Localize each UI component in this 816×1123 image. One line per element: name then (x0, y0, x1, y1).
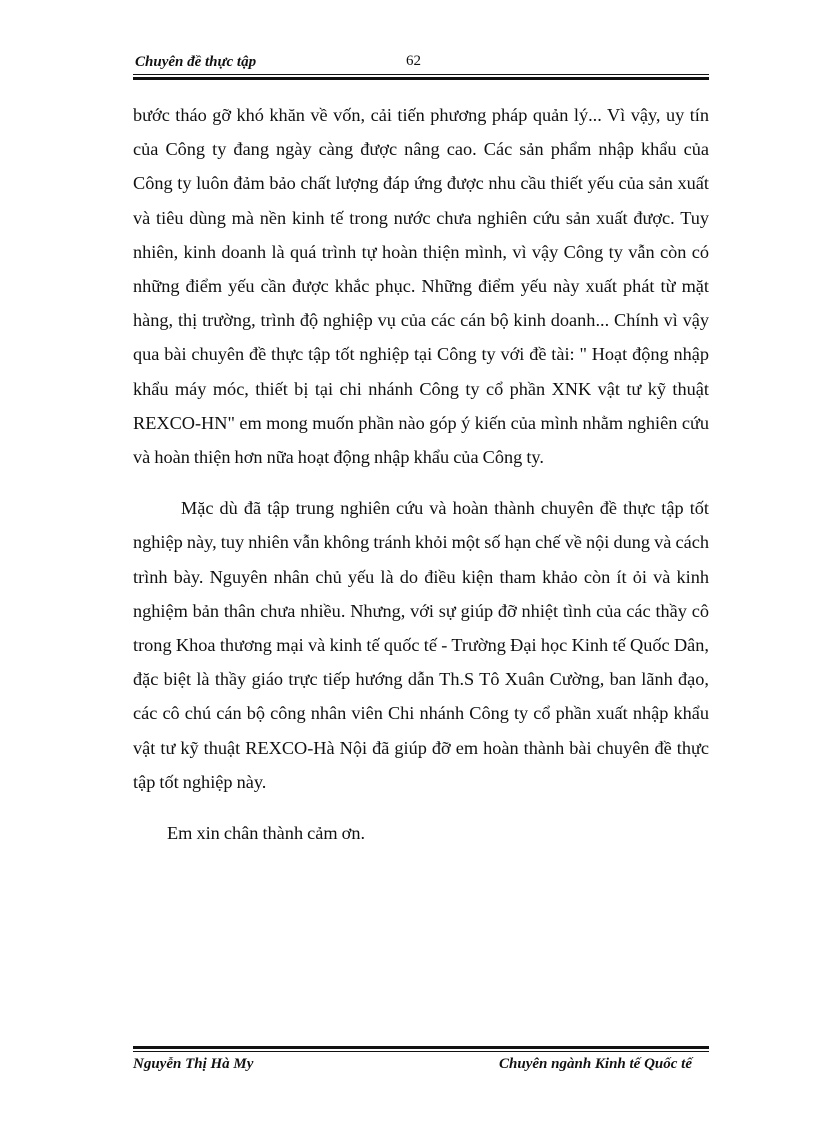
page-number: 62 (406, 53, 421, 69)
paragraph-2: Mặc dù đã tập trung nghiên cứu và hoàn thành chuyên đề thực tập tốt nghiệp này, tuy nhiên vẫn không tránh khỏi một số hạn chế về nội dung và cách trình bày. Nguyên nhân chủ yếu là do điều kiện tham khảo còn ít ỏi và kinh nghiệm bản thân chưa nhiều. Nhưng, với sự giúp đỡ nhiệt tình của các thầy cô trong Khoa thương mại và kinh tế quốc tế - Trường Đại học Kinh tế Quốc Dân, đặc biệt là thầy giáo trực tiếp hướng dẫn Th.S Tô Xuân Cường, ban lãnh đạo, các cô chú cán bộ công nhân viên Chi nhánh Công ty cổ phần xuất nhập khẩu vật tư kỹ thuật REXCO-Hà Nội đã giúp đỡ em hoàn thành bài chuyên đề thực tập tốt nghiệp này. (133, 498, 709, 792)
header-rule-thin (133, 74, 709, 75)
footer-major: Chuyên ngành Kinh tế Quốc tế (499, 1056, 692, 1072)
document-body (133, 98, 709, 850)
closing-line: Em xin chân thành cảm ơn. (167, 823, 366, 844)
footer-rule-thick (133, 1046, 709, 1049)
paragraph-1: bước tháo gỡ khó khăn về vốn, cải tiến phương pháp quản lý... Vì vậy, uy tín của Công ty đang ngày càng được nâng cao. Các sản phẩm nhập khẩu của Công ty luôn đảm bảo chất lượng đáp ứng được nhu cầu thiết yếu của sản xuất và tiêu dùng mà nền kinh tế trong nước chưa nghiên cứu sản xuất được. Tuy nhiên, kinh doanh là quá trình tự hoàn thiện mình, vì vậy Công ty vẫn còn có những điểm yếu cần được khắc phục. Những điểm yếu này xuất phát từ mặt hàng, thị trường, trình độ nghiệp vụ của các cán bộ kinh doanh... Chính vì vậy qua bài chuyên đề thực tập tốt nghiệp tại Công ty với đề tài: " Hoạt động nhập khẩu máy móc, thiết bị tại chi nhánh Công ty cổ phần XNK vật tư kỹ thuật REXCO-HN" em mong muốn phần nào góp ý kiến của mình nhằm nghiên cứu và hoàn thiện hơn nữa hoạt động nhập khẩu của Công ty. (133, 105, 709, 468)
header-title: Chuyên đề thực tập (135, 54, 257, 70)
page-header (133, 50, 709, 76)
footer-author: Nguyễn Thị Hà My (133, 1056, 254, 1072)
header-rule-thick (133, 77, 709, 80)
page-footer (133, 1054, 709, 1080)
footer-rule-thin (133, 1051, 709, 1052)
